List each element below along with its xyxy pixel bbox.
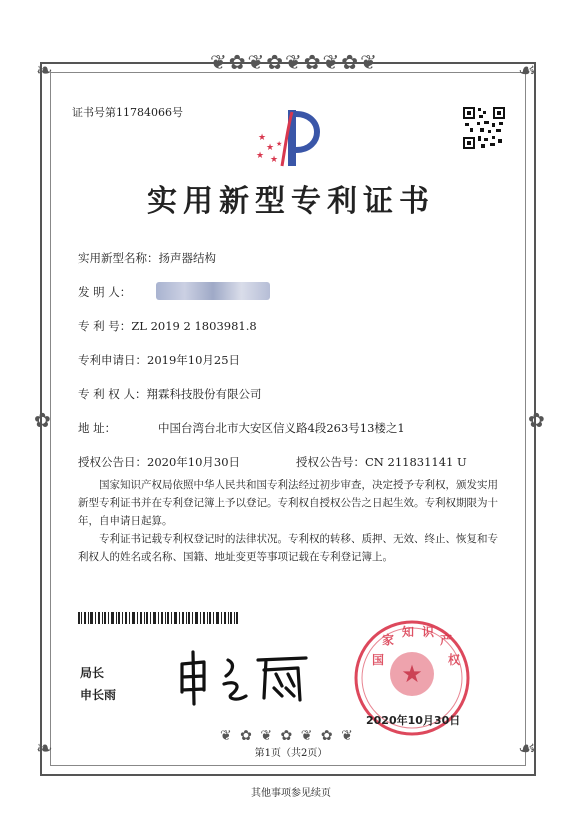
svg-text:★: ★ (256, 151, 265, 161)
certificate-title: 实用新型专利证书 (147, 184, 435, 219)
svg-text:识: 识 (422, 625, 435, 639)
side-ornament-icon: ✿ (34, 408, 53, 432)
svg-text:★: ★ (258, 133, 267, 143)
qr-code-icon (462, 106, 506, 150)
field-patent-no (78, 318, 257, 334)
field-address (78, 420, 405, 436)
corner-ornament-icon: ☙ (518, 58, 538, 82)
svg-text:★: ★ (401, 660, 423, 688)
model-name-label: 实用新型名称： (78, 251, 159, 265)
svg-text:权: 权 (448, 653, 461, 667)
page-number: 第1页（共2页） (254, 748, 328, 759)
cnipa-logo-icon (252, 106, 332, 170)
inventor-label: 发 明 人： (78, 285, 132, 299)
svg-text:知: 知 (402, 625, 415, 639)
grant-no-value: CN 211831141 U (365, 455, 467, 469)
svg-text:★: ★ (266, 143, 275, 153)
body-paragraph-1: 国家知识产权局依照中华人民共和国专利法经过初步审查，决定授予专利权，颁发实用新型专利证书并在专利登记簿上予以登记。专利权自授权公告之日起生效。专利权期限为十年，自申请日起算。 (78, 479, 498, 527)
patentee-label: 专 利 权 人： (78, 387, 147, 401)
side-ornament-icon: ✿ (528, 408, 547, 432)
svg-text:产: 产 (440, 633, 453, 647)
director-title: 局长 (80, 666, 105, 680)
certificate-number: 证书号第11784066号 (72, 106, 183, 119)
corner-ornament-icon: ❧ (36, 736, 55, 760)
patentee-value: 翔霖科技股份有限公司 (146, 387, 262, 401)
corner-ornament-icon: ❧ (36, 58, 55, 82)
svg-text:家: 家 (382, 633, 395, 647)
filing-date-label: 专利申请日： (78, 353, 147, 367)
patent-no-label: 专 利 号： (78, 319, 132, 333)
director-name: 申长雨 (80, 688, 117, 702)
svg-text:★: ★ (276, 140, 283, 148)
model-name-value: 扬声器结构 (158, 251, 216, 265)
patent-no-value: ZL 2019 2 1803981.8 (131, 319, 257, 333)
top-ornament-icon: ❦✿❦✿❦✿❦✿❦ (210, 50, 379, 74)
barcode-icon (78, 612, 238, 624)
redacted-inventor-name (156, 282, 270, 300)
grant-date-value: 2020年10月30日 (147, 455, 241, 469)
address-label: 地 址： (78, 421, 117, 435)
field-grant-date (78, 454, 240, 470)
seal-date: 2020年10月30日 (366, 714, 461, 727)
filing-date-value: 2019年10月25日 (147, 353, 241, 367)
grant-date-label: 授权公告日： (78, 455, 147, 469)
director-signature (170, 646, 320, 708)
field-filing-date (78, 352, 240, 368)
field-model-name (78, 250, 216, 266)
field-patentee (78, 386, 261, 402)
body-paragraph-2: 专利证书记载专利权登记时的法律状况。专利权的转移、质押、无效、终止、恢复和专利权人的姓名或名称、国籍、地址变更等事项记载在专利登记簿上。 (78, 533, 498, 563)
bottom-ornament-icon: ❦ ✿ ❦ ✿ ❦ ✿ ❦ (220, 728, 355, 744)
footer-note: 其他事项参见续页 (251, 788, 331, 799)
field-grant-no (296, 454, 467, 470)
corner-ornament-icon: ☙ (518, 736, 538, 760)
address-value: 中国台湾台北市大安区信义路4段263号13楼之1 (158, 421, 405, 435)
svg-text:国: 国 (372, 653, 385, 667)
svg-text:★: ★ (270, 155, 279, 165)
field-inventor (78, 284, 131, 300)
grant-no-label: 授权公告号： (296, 455, 365, 469)
